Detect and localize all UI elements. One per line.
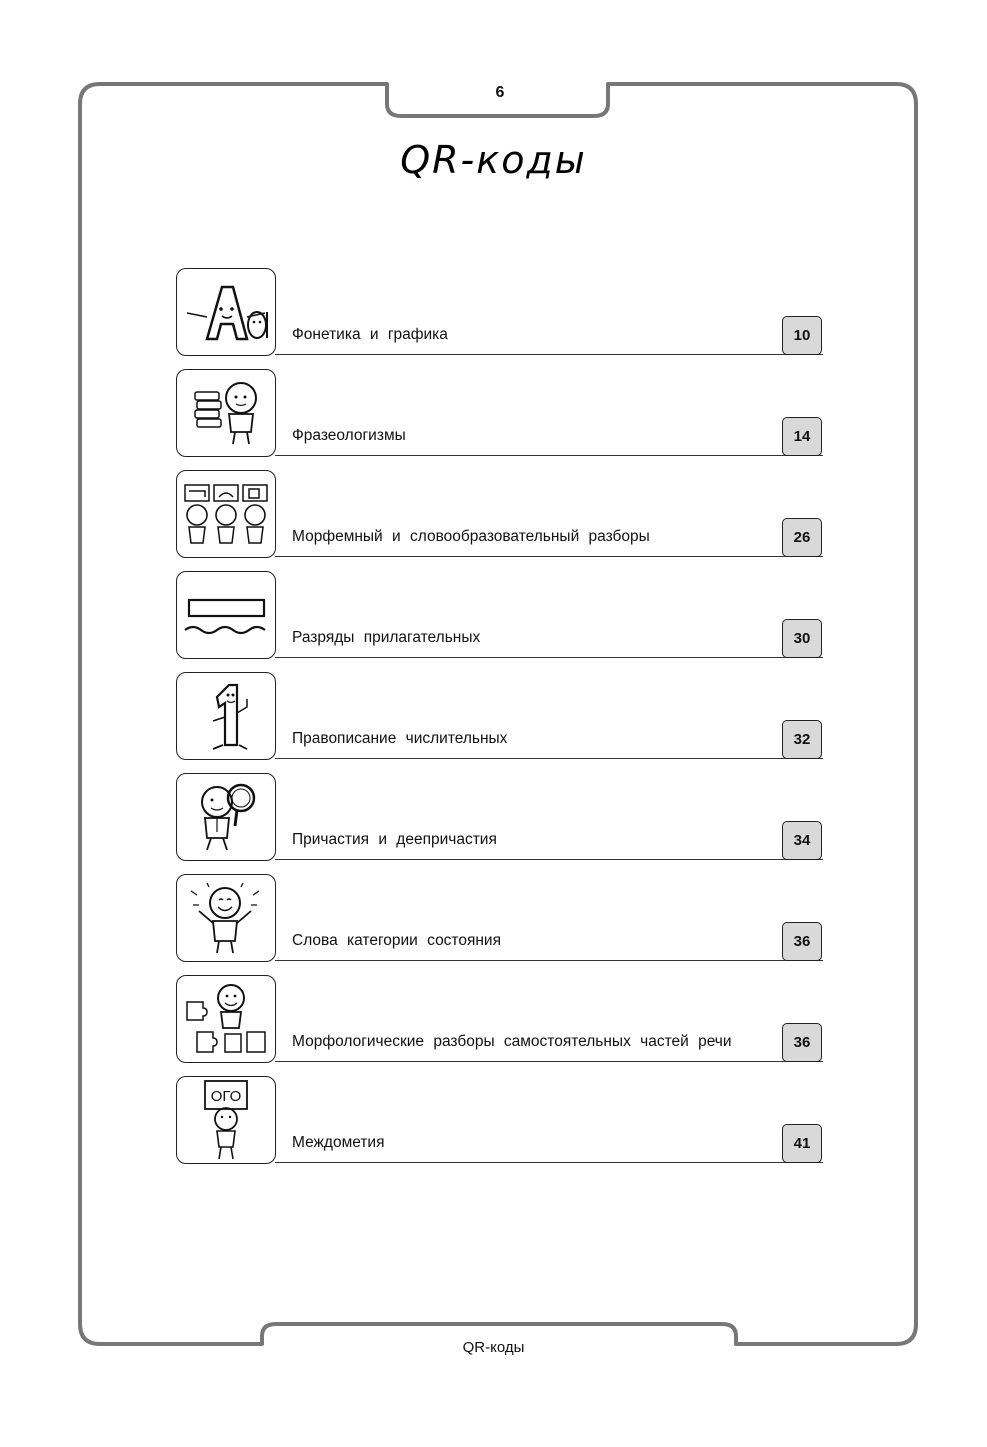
number-one-character-icon — [176, 672, 276, 760]
page-title: QR-коды — [400, 138, 587, 182]
boy-with-puzzle-pieces-icon — [176, 975, 276, 1063]
toc-item-label: Слова категории состояния — [292, 932, 501, 949]
toc-row[interactable] — [176, 773, 826, 874]
toc-row[interactable] — [176, 1076, 826, 1177]
row-underline — [275, 657, 823, 658]
toc-item-label: Разряды прилагательных — [292, 629, 481, 646]
row-underline — [275, 758, 823, 759]
page-badge: 32 — [782, 720, 822, 759]
page-badge: 14 — [782, 417, 822, 456]
toc-item-label: Междометия — [292, 1134, 385, 1151]
row-underline — [275, 354, 823, 355]
toc-item-label: Фонетика и графика — [292, 326, 448, 343]
toc-item-label: Морфемный и словообразовательный разборы — [292, 528, 650, 545]
boy-with-magnifier-icon — [176, 773, 276, 861]
underline-rectangle-wave-icon — [176, 571, 276, 659]
toc-row[interactable] — [176, 975, 826, 1076]
letters-a-o-icon — [176, 268, 276, 356]
row-underline — [275, 859, 823, 860]
toc-row[interactable] — [176, 672, 826, 773]
page-badge: 36 — [782, 922, 822, 961]
footer-title: QR-коды — [462, 1339, 525, 1356]
toc-item-label: Фразеологизмы — [292, 427, 406, 444]
toc-row[interactable] — [176, 369, 826, 470]
toc-row[interactable] — [176, 571, 826, 672]
toc-row[interactable] — [176, 470, 826, 571]
page-badge: 10 — [782, 316, 822, 355]
toc-row[interactable] — [176, 874, 826, 975]
row-underline — [275, 960, 823, 961]
page-badge: 41 — [782, 1124, 822, 1163]
row-underline — [275, 556, 823, 557]
table-of-contents — [176, 268, 826, 1177]
row-underline — [275, 455, 823, 456]
page-badge: 30 — [782, 619, 822, 658]
page-badge: 36 — [782, 1023, 822, 1062]
page-badge: 34 — [782, 821, 822, 860]
page-number: 6 — [495, 84, 505, 101]
kid-with-books-icon — [176, 369, 276, 457]
toc-row[interactable] — [176, 268, 826, 369]
toc-item-label: Морфологические разборы самостоятельных частей речи — [292, 1033, 732, 1050]
kids-with-puzzles-icon — [176, 470, 276, 558]
kid-with-ogo-sign-icon — [176, 1076, 276, 1164]
page-badge: 26 — [782, 518, 822, 557]
happy-boy-icon — [176, 874, 276, 962]
row-underline — [275, 1162, 823, 1163]
ogo-sign-text: ОГО — [210, 1088, 242, 1105]
row-underline — [275, 1061, 823, 1062]
toc-item-label: Причастия и деепричастия — [292, 831, 497, 848]
toc-item-label: Правописание числительных — [292, 730, 508, 747]
